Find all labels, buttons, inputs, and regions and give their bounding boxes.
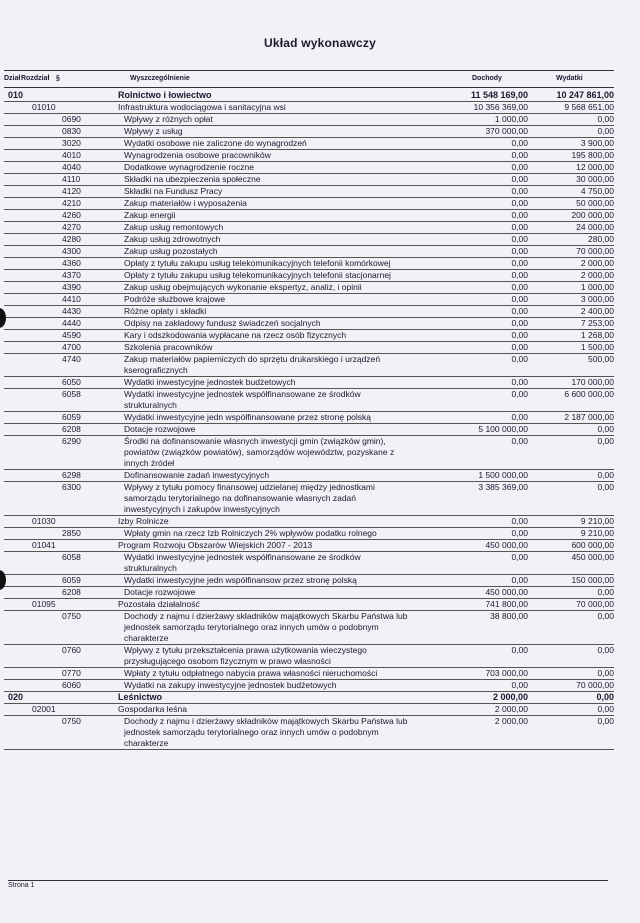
- paragraf-cell: 3020: [62, 138, 81, 148]
- paragraf-cell: 6058: [62, 389, 81, 399]
- wydatki-cell: 0,00: [597, 114, 614, 124]
- paragraf-cell: 0830: [62, 126, 81, 136]
- table-row: [4, 645, 614, 668]
- dochody-cell: 0,00: [511, 246, 528, 256]
- table-row: [4, 234, 614, 246]
- wydatki-cell: 0,00: [597, 470, 614, 480]
- dzial-cell: 010: [8, 90, 24, 100]
- paragraf-cell: 4280: [62, 234, 81, 244]
- table-row: [4, 377, 614, 389]
- rozdzial-cell: 01010: [32, 102, 56, 112]
- wydatki-cell: 0,00: [597, 704, 614, 714]
- description-cell: Infrastruktura wodociągowa i sanitacyjna wsi: [118, 102, 286, 112]
- dochody-cell: 0,00: [511, 330, 528, 340]
- description-cell: Wynagrodzenia osobowe pracowników: [124, 150, 271, 160]
- dochody-cell: 0,00: [511, 412, 528, 422]
- wydatki-cell: 30 000,00: [576, 174, 614, 184]
- table-row: [4, 668, 614, 680]
- dochody-cell: 1 000,00: [494, 114, 528, 124]
- dochody-cell: 0,00: [511, 198, 528, 208]
- paragraf-cell: 0760: [62, 645, 81, 655]
- dochody-cell: 0,00: [511, 342, 528, 352]
- wydatki-cell: 280,00: [588, 234, 614, 244]
- table-row: [4, 692, 614, 704]
- paragraf-cell: 0750: [62, 611, 81, 621]
- paragraf-cell: 0770: [62, 668, 81, 678]
- dochody-cell: 0,00: [511, 234, 528, 244]
- table-row: [4, 306, 614, 318]
- table-row: [4, 354, 614, 377]
- header-dochody: Dochody: [472, 75, 502, 82]
- dochody-cell: 450 000,00: [485, 587, 528, 597]
- paragraf-cell: 4370: [62, 270, 81, 280]
- description-cell: Środki na dofinansowanie własnych inwestycji gmin (związków gmin), powiatów (związków powiatów), samorządów województw, pozyskane z innych źródeł: [124, 436, 395, 468]
- table-row: [4, 90, 614, 102]
- dochody-cell: 703 000,00: [485, 668, 528, 678]
- paragraf-cell: 4260: [62, 210, 81, 220]
- paragraf-cell: 6060: [62, 680, 81, 690]
- description-cell: Zakup usług zdrowotnych: [124, 234, 221, 244]
- table-row: [4, 162, 614, 174]
- wydatki-cell: 0,00: [597, 436, 614, 446]
- description-cell: Dochody z najmu i dzierżawy składników majątkowych Skarbu Państwa lub jednostek samorządu terytorialnego oraz innych umów o podobnym charakterze: [124, 611, 408, 643]
- dochody-cell: 1 500 000,00: [478, 470, 528, 480]
- paragraf-cell: 0750: [62, 716, 81, 726]
- description-cell: Program Rozwoju Obszarów Wiejskich 2007 - 2013: [118, 540, 313, 550]
- table-row: [4, 704, 614, 716]
- table-row: [4, 611, 614, 645]
- dochody-cell: 0,00: [511, 258, 528, 268]
- dochody-cell: 450 000,00: [485, 540, 528, 550]
- table-row: [4, 210, 614, 222]
- paragraf-cell: 6300: [62, 482, 81, 492]
- wydatki-cell: 200 000,00: [571, 210, 614, 220]
- paragraf-cell: 6208: [62, 587, 81, 597]
- description-cell: Dochody z najmu i dzierżawy składników majątkowych Skarbu Państwa lub jednostek samorządu terytorialnego oraz innych umów o podobnym charakterze: [124, 716, 408, 748]
- rozdzial-cell: 01095: [32, 599, 56, 609]
- paragraf-cell: 6059: [62, 575, 81, 585]
- description-cell: Składki na ubezpieczenia społeczne: [124, 174, 261, 184]
- paragraf-cell: 6059: [62, 412, 81, 422]
- description-cell: Pozostała działalność: [118, 599, 200, 609]
- paragraf-cell: 4360: [62, 258, 81, 268]
- wydatki-cell: 2 000,00: [580, 270, 614, 280]
- wydatki-cell: 0,00: [597, 126, 614, 136]
- paragraf-cell: 2850: [62, 528, 81, 538]
- paragraf-cell: 4040: [62, 162, 81, 172]
- description-cell: Leśnictwo: [118, 692, 163, 702]
- description-cell: Wydatki inwestycyjne jednostek budżetowych: [124, 377, 296, 387]
- paragraf-cell: 4010: [62, 150, 81, 160]
- dochody-cell: 0,00: [511, 282, 528, 292]
- description-cell: Składki na Fundusz Pracy: [124, 186, 223, 196]
- description-cell: Różne opłaty i składki: [124, 306, 207, 316]
- description-cell: Wydatki inwestycyjne jednostek współfinansowane ze środków strukturalnych: [124, 389, 361, 410]
- header-rozdzial: Rozdział: [21, 75, 50, 82]
- wydatki-cell: 450 000,00: [571, 552, 614, 562]
- dochody-cell: 0,00: [511, 516, 528, 526]
- table-row: [4, 342, 614, 354]
- table-row: [4, 198, 614, 210]
- wydatki-cell: 0,00: [597, 587, 614, 597]
- table-row: [4, 114, 614, 126]
- description-cell: Zakup usług obejmujących wykonanie ekspertyz, analiz, i opinii: [124, 282, 362, 292]
- paragraf-cell: 4270: [62, 222, 81, 232]
- dochody-cell: 0,00: [511, 294, 528, 304]
- description-cell: Wydatki inwestycyjne jednostek współfinansowane ze środków strukturalnych: [124, 552, 361, 573]
- table-row: [4, 482, 614, 516]
- header-paragraf: §: [56, 75, 60, 82]
- dochody-cell: 3 385 369,00: [478, 482, 528, 492]
- wydatki-cell: 70 000,00: [576, 680, 614, 690]
- dochody-cell: 0,00: [511, 645, 528, 655]
- wydatki-cell: 170 000,00: [571, 377, 614, 387]
- paragraf-cell: 4300: [62, 246, 81, 256]
- table-row: [4, 599, 614, 611]
- description-cell: Wydatki osobowe nie zaliczone do wynagrodzeń: [124, 138, 307, 148]
- wydatki-cell: 12 000,00: [576, 162, 614, 172]
- description-cell: Zakup materiałów papierniczych do sprzętu drukarskiego i urządzeń kserograficznych: [124, 354, 381, 375]
- dochody-cell: 0,00: [511, 210, 528, 220]
- paragraf-cell: 6290: [62, 436, 81, 446]
- description-cell: Zakup usług pozostałych: [124, 246, 218, 256]
- description-cell: Dotacje rozwojowe: [124, 424, 196, 434]
- table-row: [4, 587, 614, 599]
- dochody-cell: 0,00: [511, 186, 528, 196]
- wydatki-cell: 1 500,00: [580, 342, 614, 352]
- dochody-cell: 0,00: [511, 318, 528, 328]
- paragraf-cell: 4210: [62, 198, 81, 208]
- paragraf-cell: 4110: [62, 174, 81, 184]
- dochody-cell: 0,00: [511, 389, 528, 399]
- description-cell: Gospodarka leśna: [118, 704, 187, 714]
- table-row: [4, 270, 614, 282]
- paragraf-cell: 4410: [62, 294, 81, 304]
- table-row: [4, 138, 614, 150]
- wydatki-cell: 0,00: [597, 611, 614, 621]
- wydatki-cell: 2 000,00: [580, 258, 614, 268]
- wydatki-cell: 150 000,00: [571, 575, 614, 585]
- description-cell: Kary i odszkodowania wypłacane na rzecz osób fizycznych: [124, 330, 347, 340]
- dochody-cell: 0,00: [511, 575, 528, 585]
- table-row: [4, 552, 614, 575]
- dochody-cell: 10 356 369,00: [473, 102, 528, 112]
- description-cell: Wpływy z różnych opłat: [124, 114, 213, 124]
- dochody-cell: 0,00: [511, 138, 528, 148]
- paragraf-cell: 6058: [62, 552, 81, 562]
- paragraf-cell: 4430: [62, 306, 81, 316]
- dochody-cell: 2 000,00: [492, 692, 528, 702]
- description-cell: Dofinansowanie zadań inwestycyjnych: [124, 470, 270, 480]
- paragraf-cell: 4700: [62, 342, 81, 352]
- table-row: [4, 424, 614, 436]
- rozdzial-cell: 01041: [32, 540, 56, 550]
- dochody-cell: 0,00: [511, 150, 528, 160]
- table-row: [4, 174, 614, 186]
- paragraf-cell: 6298: [62, 470, 81, 480]
- dochody-cell: 741 800,00: [485, 599, 528, 609]
- rozdzial-cell: 01030: [32, 516, 56, 526]
- paragraf-cell: 4590: [62, 330, 81, 340]
- dochody-cell: 0,00: [511, 436, 528, 446]
- table-row: [4, 282, 614, 294]
- wydatki-cell: 0,00: [597, 645, 614, 655]
- wydatki-cell: 4 750,00: [580, 186, 614, 196]
- description-cell: Wpłaty gmin na rzecz Izb Rolniczych 2% wpływów podatku rolnego: [124, 528, 377, 538]
- description-cell: Podróże służbowe krajowe: [124, 294, 226, 304]
- table-row: [4, 716, 614, 750]
- table-row: [4, 102, 614, 114]
- description-cell: Izby Rolnicze: [118, 516, 169, 526]
- description-cell: Opłaty z tytułu zakupu usług telekomunikacyjnych telefonii stacjonarnej: [124, 270, 391, 280]
- dochody-cell: 0,00: [511, 306, 528, 316]
- header-dzial: Dział: [4, 75, 21, 82]
- table-row: [4, 222, 614, 234]
- dochody-cell: 2 000,00: [494, 704, 528, 714]
- wydatki-cell: 195 800,00: [571, 150, 614, 160]
- dochody-cell: 0,00: [511, 377, 528, 387]
- wydatki-cell: 0,00: [597, 668, 614, 678]
- description-cell: Wydatki inwestycyjne jedn współfinansow przez stronę polską: [124, 575, 357, 585]
- dochody-cell: 0,00: [511, 174, 528, 184]
- table-row: [4, 294, 614, 306]
- table-row: [4, 540, 614, 552]
- table-row: [4, 389, 614, 412]
- table-row: [4, 516, 614, 528]
- wydatki-cell: 500,00: [588, 354, 614, 364]
- table-row: [4, 528, 614, 540]
- wydatki-cell: 600 000,00: [571, 540, 614, 550]
- table-row: [4, 436, 614, 470]
- paragraf-cell: 6050: [62, 377, 81, 387]
- wydatki-cell: 1 000,00: [580, 282, 614, 292]
- wydatki-cell: 2 400,00: [580, 306, 614, 316]
- paragraf-cell: 4120: [62, 186, 81, 196]
- table-header: [4, 70, 614, 88]
- description-cell: Wydatki inwestycyjne jedn współfinansowane przez stronę polską: [124, 412, 372, 422]
- wydatki-cell: 0,00: [597, 424, 614, 434]
- dochody-cell: 0,00: [511, 222, 528, 232]
- table-row: [4, 126, 614, 138]
- table-row: [4, 186, 614, 198]
- dochody-cell: 2 000,00: [494, 716, 528, 726]
- description-cell: Zakup materiałów i wyposażenia: [124, 198, 247, 208]
- table-row: [4, 412, 614, 424]
- wydatki-cell: 9 568 651,00: [564, 102, 614, 112]
- description-cell: Wpływy z usług: [124, 126, 183, 136]
- wydatki-cell: 6 600 000,00: [564, 389, 614, 399]
- wydatki-cell: 70 000,00: [576, 246, 614, 256]
- dochody-cell: 0,00: [511, 162, 528, 172]
- paragraf-cell: 6208: [62, 424, 81, 434]
- dochody-cell: 5 100 000,00: [478, 424, 528, 434]
- header-wydatki: Wydatki: [556, 75, 583, 82]
- paragraf-cell: 4440: [62, 318, 81, 328]
- description-cell: Wydatki na zakupy inwestycyjne jednostek budżetowych: [124, 680, 337, 690]
- wydatki-cell: 2 187 000,00: [564, 412, 614, 422]
- dochody-cell: 0,00: [511, 680, 528, 690]
- description-cell: Zakup usług remontowych: [124, 222, 224, 232]
- budget-table: [4, 90, 614, 750]
- description-cell: Dodatkowe wynagrodzenie roczne: [124, 162, 254, 172]
- description-cell: Zakup energii: [124, 210, 176, 220]
- wydatki-cell: 9 210,00: [580, 516, 614, 526]
- dochody-cell: 38 800,00: [490, 611, 528, 621]
- dochody-cell: 0,00: [511, 354, 528, 364]
- dochody-cell: 0,00: [511, 528, 528, 538]
- wydatki-cell: 0,00: [596, 692, 614, 702]
- table-row: [4, 575, 614, 587]
- wydatki-cell: 24 000,00: [576, 222, 614, 232]
- description-cell: Dotacje rozwojowe: [124, 587, 196, 597]
- description-cell: Odpisy na zakładowy fundusz świadczeń socjalnych: [124, 318, 321, 328]
- table-row: [4, 318, 614, 330]
- dochody-cell: 0,00: [511, 552, 528, 562]
- table-row: [4, 470, 614, 482]
- wydatki-cell: 3 900,00: [580, 138, 614, 148]
- wydatki-cell: 50 000,00: [576, 198, 614, 208]
- rozdzial-cell: 02001: [32, 704, 56, 714]
- table-row: [4, 258, 614, 270]
- wydatki-cell: 1 268,00: [580, 330, 614, 340]
- dzial-cell: 020: [8, 692, 24, 702]
- wydatki-cell: 0,00: [597, 716, 614, 726]
- table-row: [4, 246, 614, 258]
- dochody-cell: 370 000,00: [485, 126, 528, 136]
- wydatki-cell: 7 253,00: [580, 318, 614, 328]
- description-cell: Wpływy z tytułu przekształcenia prawa użytkowania wieczystego przysługującego osobom fizycznym w prawo własności: [124, 645, 367, 666]
- description-cell: Opłaty z tytułu zakupu usług telekomunikacyjnych telefonii komórkowej: [124, 258, 391, 268]
- table-row: [4, 150, 614, 162]
- page-footer: Strona 1: [8, 880, 608, 889]
- dochody-cell: 0,00: [511, 270, 528, 280]
- wydatki-cell: 9 210,00: [580, 528, 614, 538]
- wydatki-cell: 10 247 861,00: [556, 90, 614, 100]
- description-cell: Rolnictwo i łowiectwo: [118, 90, 212, 100]
- page-title: Układ wykonawczy: [264, 36, 376, 50]
- dochody-cell: 11 548 169,00: [470, 90, 528, 100]
- description-cell: Wpłaty z tytułu odpłatnego nabycia prawa własności nieruchomości: [124, 668, 378, 678]
- wydatki-cell: 70 000,00: [576, 599, 614, 609]
- paragraf-cell: 0690: [62, 114, 81, 124]
- paragraf-cell: 4390: [62, 282, 81, 292]
- header-wyszczegolnienie: Wyszczególnienie: [130, 75, 190, 82]
- description-cell: Wpływy z tytułu pomocy finansowej udzielanej między jednostkami samorządu terytorialnego na dofinansowanie własnych zadań inwestycyjnych i zakupów inwestycyjnych: [124, 482, 375, 514]
- wydatki-cell: 0,00: [597, 482, 614, 492]
- table-row: [4, 680, 614, 692]
- paragraf-cell: 4740: [62, 354, 81, 364]
- description-cell: Szkolenia pracowników: [124, 342, 213, 352]
- wydatki-cell: 3 000,00: [580, 294, 614, 304]
- table-row: [4, 330, 614, 342]
